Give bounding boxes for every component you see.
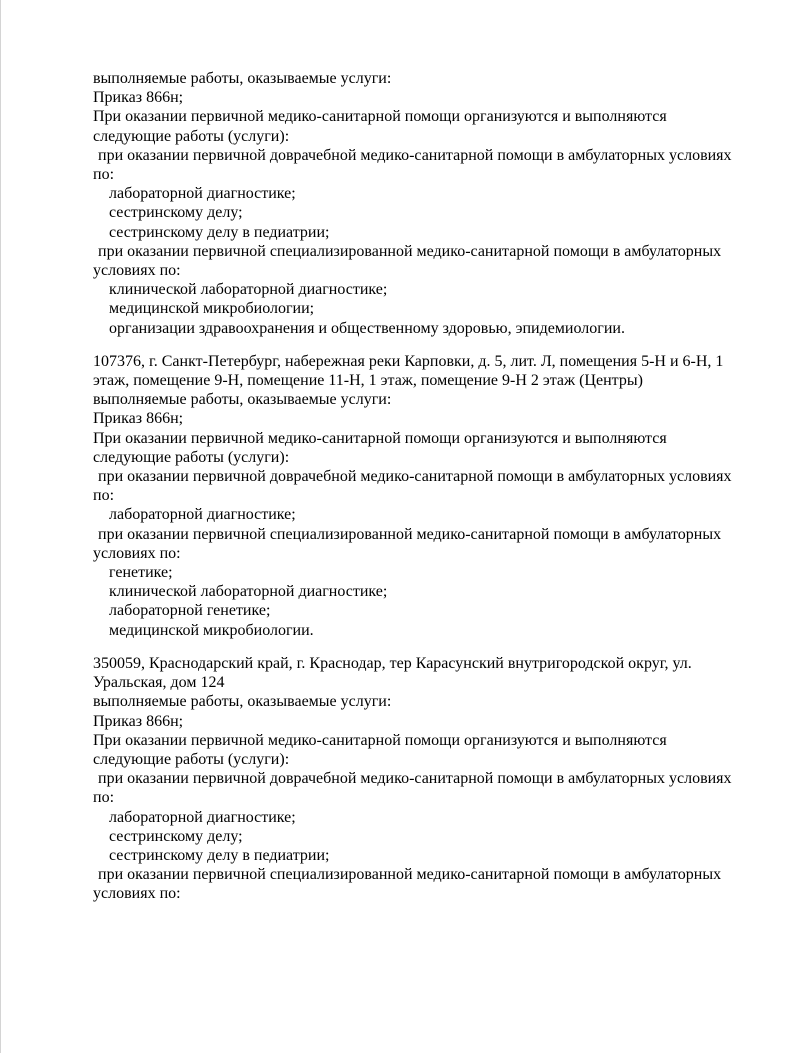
document-line: сестринскому делу в педиатрии; (109, 223, 330, 241)
document-line: организации здравоохранения и общественному здоровью, эпидемиологии. (109, 319, 625, 337)
document-line: сестринскому делу; (109, 204, 243, 222)
document-line: сестринскому делу в педиатрии; (109, 846, 330, 864)
document-line: при оказании первичной доврачебной медико-санитарной помощи в амбулаторных условиях по: (93, 468, 732, 505)
document-line: Приказ 866н; (93, 410, 184, 428)
document-line: при оказании первичной доврачебной медико-санитарной помощи в амбулаторных условиях по: (93, 770, 732, 807)
document-line: 350059, Краснодарский край, г. Краснодар, тер Карасунский внутригородской округ, ул. Уральская, дом 124 (93, 654, 692, 692)
document-line: выполняемые работы, оказываемые услуги: (93, 391, 392, 409)
document-line: при оказании первичной специализированной медико-санитарной помощи в амбулаторных условиях по: (93, 866, 722, 903)
document-line: при оказании первичной доврачебной медико-санитарной помощи в амбулаторных условиях по: (93, 146, 732, 184)
document-line: лабораторной диагностике; (109, 185, 296, 203)
page-left-edge-line (0, 0, 1, 1053)
services-block-krasnodar (93, 654, 747, 904)
document-line: клинической лабораторной диагностике; (109, 583, 388, 601)
document-line: генетике; (109, 564, 173, 582)
document-line: клинической лабораторной диагностике; (109, 281, 388, 299)
document-line: лабораторной диагностике; (109, 808, 296, 826)
document-line: Приказ 866н; (93, 89, 184, 107)
document-line: медицинской микробиологии. (109, 621, 314, 639)
document-line: При оказании первичной медико-санитарной помощи организуются и выполняются следующие работы (услуги): (93, 731, 667, 768)
document-line: 107376, г. Санкт-Петербург, набережная реки Карповки, д. 5, лит. Л, помещения 5-Н и 6-Н, 1 этаж, помещение 9-Н, помещение 11-Н, 1 этаж, помещение 9-Н 2 этаж (Центры) (93, 352, 724, 390)
document-line: сестринскому делу; (109, 827, 243, 845)
document-line: выполняемые работы, оказываемые услуги: (93, 70, 392, 87)
document-line: При оказании первичной медико-санитарной помощи организуются и выполняются следующие работы (услуги): (93, 429, 667, 466)
document-line: выполняемые работы, оказываемые услуги: (93, 693, 392, 711)
document-line: лабораторной генетике; (109, 602, 271, 620)
services-block-continuation (93, 69, 747, 338)
document-line: при оказании первичной специализированной медико-санитарной помощи в амбулаторных условиях по: (93, 242, 722, 280)
document-text-area (93, 69, 747, 904)
document-line: лабораторной диагностике; (109, 506, 296, 524)
document-line: Приказ 866н; (93, 712, 184, 730)
document-line: при оказании первичной специализированной медико-санитарной помощи в амбулаторных условиях по: (93, 525, 722, 562)
document-line: При оказании первичной медико-санитарной помощи организуются и выполняются следующие работы (услуги): (93, 108, 667, 145)
services-block-spb (93, 352, 747, 640)
document-line: медицинской микробиологии; (109, 300, 315, 318)
